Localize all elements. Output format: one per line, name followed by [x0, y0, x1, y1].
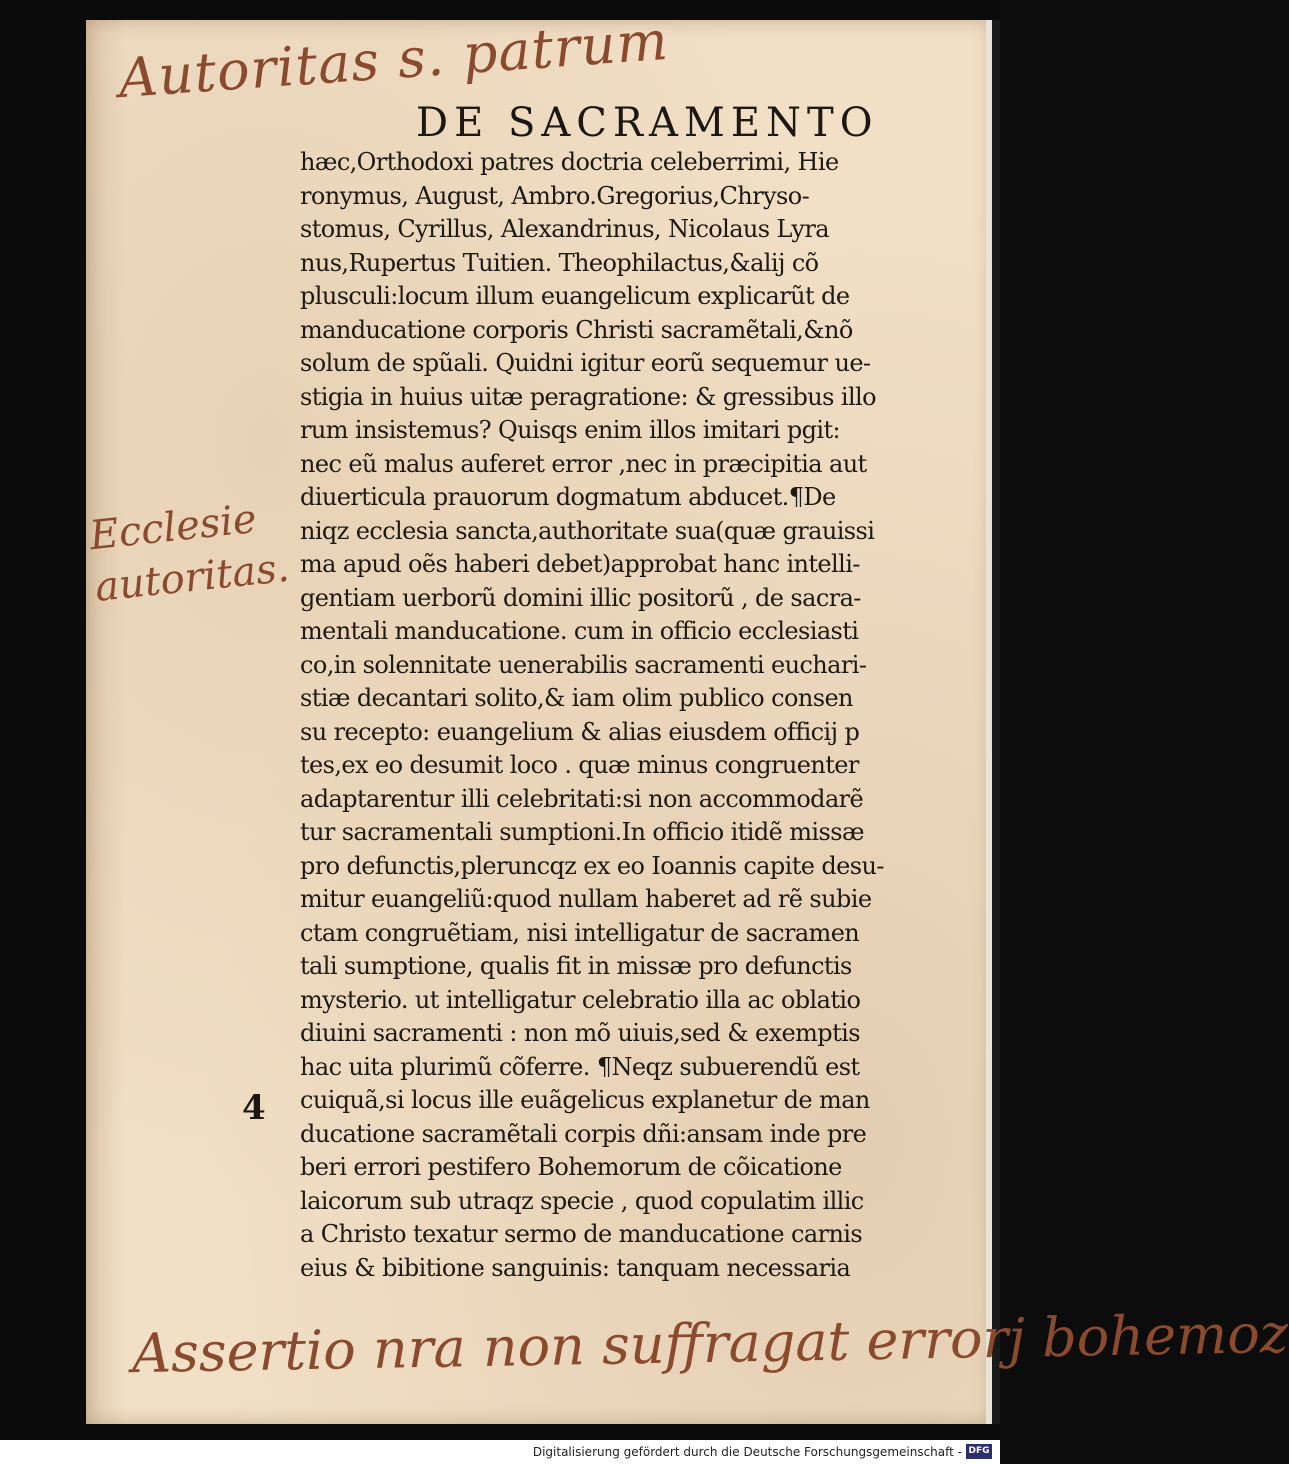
margin-note-side-line1: Ecclesie — [87, 495, 259, 560]
text-line: co,in solennitate uenerabilis sacramenti euchari- — [300, 650, 867, 679]
text-line: diuerticula prauorum dogmatum abducet.¶De — [300, 483, 836, 511]
text-line: tes,ex eo desumit loco . quæ minus congruenter — [300, 751, 859, 779]
footer-credit: Digitalisierung gefördert durch die Deutsche Forschungsgemeinschaft - — [532, 1445, 962, 1459]
text-line: nec eũ malus auferet error ,nec in præcipitia aut — [300, 449, 867, 478]
text-line: stomus, Cyrillus, Alexandrinus, Nicolaus Lyra — [300, 215, 829, 243]
text-line: solum de spũali. Quidni igitur eorũ sequemur ue- — [300, 349, 871, 377]
margin-note-side — [87, 490, 292, 614]
text-line: niqz ecclesia sancta,authoritate sua(quæ grauissi — [300, 516, 875, 545]
text-line: hæc,Orthodoxi patres doctria celeberrimi, Hie — [300, 148, 839, 176]
margin-note-top: Autoritas s. patrum — [116, 8, 671, 111]
text-line: eius & bibitione sanguinis: tanquam necessaria — [300, 1253, 851, 1282]
margin-note-bottom: Assertio nra non suffragat errorj bohemoz — [131, 1301, 1289, 1386]
text-line: diuini sacramenti : non mõ uiuis,sed & exemptis — [300, 1019, 860, 1047]
text-line: ducatione sacramẽtali corpis dñi:ansam inde pre — [300, 1119, 867, 1148]
text-line: gentiam uerborũ domini illic positorũ , de sacra- — [300, 583, 861, 612]
running-head: DE SACRAMENTO — [416, 100, 879, 146]
text-line: ctam congruẽtiam, nisi intelligatur de sacramen — [300, 918, 860, 947]
text-line: rum insistemus? Quisqs enim illos imitari pgit: — [300, 416, 840, 444]
text-line: su recepto: euangelium & alias eiusdem officij p — [300, 717, 860, 746]
text-line: mitur euangeliũ:quod nullam haberet ad rẽ subie — [300, 885, 872, 913]
text-line: tur sacramentali sumptioni.In officio itidẽ missæ — [300, 818, 864, 846]
text-line: tali sumptione, qualis fit in missæ pro defunctis — [300, 952, 852, 980]
text-line: beri errori pestifero Bohemorum de cõicatione — [300, 1153, 842, 1181]
text-line: pro defunctis,pleruncqz ex eo Ioannis capite desu- — [300, 851, 884, 880]
text-line: ma apud oẽs haberi debet)approbat hanc intelli- — [300, 550, 860, 578]
text-line: ronymus, August, Ambro.Gregorius,Chryso- — [300, 181, 810, 210]
text-line: adaptarentur illi celebritati:si non accommodarẽ — [300, 784, 864, 813]
text-line: stiæ decantari solito,& iam olim publico consen — [300, 684, 853, 712]
text-line: plusculi:locum illum euangelicum explicarũt de — [300, 282, 850, 310]
text-line: mysterio. ut intelligatur celebratio illa ac oblatio — [300, 985, 861, 1014]
footer-bar — [0, 1440, 1000, 1464]
text-line: a Christo texatur sermo de manducatione carnis — [300, 1220, 863, 1248]
signature-mark: 4 — [242, 1088, 266, 1128]
body-text — [300, 146, 976, 1285]
margin-note-side-line2: autoritas. — [92, 544, 292, 611]
text-line: manducatione corporis Christi sacramẽtali,&nõ — [300, 315, 853, 344]
page-edge-sliver — [986, 20, 992, 1424]
text-line: nus,Rupertus Tuitien. Theophilactus,&alij cõ — [300, 248, 819, 277]
dfg-logo: DFG — [966, 1444, 992, 1459]
text-line: laicorum sub utraqz specie , quod copulatim illic — [300, 1186, 864, 1215]
next-page-edge — [986, 20, 1000, 1424]
text-line: stigia in huius uitæ peragratione: & gressibus illo — [300, 382, 876, 411]
text-line: cuiquã,si locus ille euãgelicus explanetur de man — [300, 1086, 870, 1114]
text-line: hac uita plurimũ cõferre. ¶Neqz subuerendũ est — [300, 1052, 860, 1081]
text-line: mentali manducatione. cum in officio ecclesiasti — [300, 617, 859, 645]
